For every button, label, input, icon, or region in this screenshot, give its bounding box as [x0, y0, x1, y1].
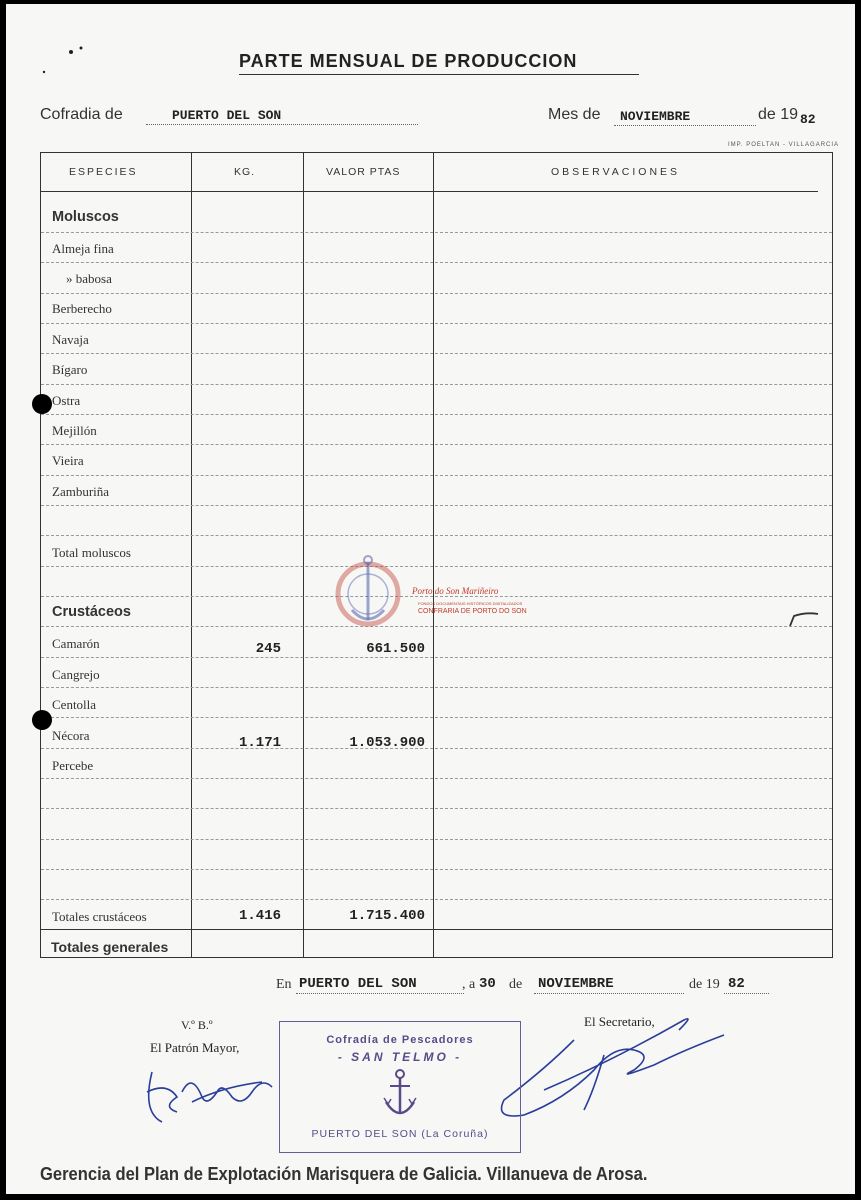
day-value: 30: [479, 976, 496, 992]
row-almeja-babosa: » babosa: [66, 271, 112, 286]
necora-valor: 1.053.900: [349, 735, 425, 751]
column-header-especies: ESPECIES: [69, 166, 138, 178]
camaron-kg: 245: [255, 641, 281, 657]
watermark: [328, 550, 538, 640]
totales-crustaceos-valor: 1.715.400: [349, 908, 425, 924]
printer-imprint: IMP. POELTAN - VILLAGARCIA: [728, 142, 840, 148]
row-mejillon: Mejillón: [52, 423, 97, 438]
patron-signature: [132, 1052, 292, 1132]
punch-hole-bottom: [32, 710, 52, 730]
en-label: En: [276, 977, 292, 992]
a-label: , a: [462, 977, 476, 992]
stamp-line-1: Cofradía de Pescadores: [326, 1034, 474, 1046]
row-berberecho: Berberecho: [52, 301, 112, 316]
stamp-anchor-icon: [382, 1068, 418, 1120]
year-label: de 19: [758, 106, 799, 123]
secretario-signature: [484, 1010, 734, 1130]
row-totales-generales: Totales generales: [51, 939, 169, 955]
column-header-observaciones: OBSERVACIONES: [551, 166, 681, 178]
mes-value: NOVIEMBRE: [620, 109, 691, 124]
totales-crustaceos-kg: 1.416: [238, 908, 281, 924]
punch-hole-top: [32, 394, 52, 414]
title-underline: [239, 74, 639, 75]
row-navaja: Navaja: [52, 332, 89, 347]
row-camaron: Camarón: [52, 636, 100, 651]
month-value: NOVIEMBRE: [538, 976, 614, 992]
cofradia-label: Cofradia de: [40, 106, 123, 123]
column-header-valor: VALOR PTAS: [326, 166, 401, 178]
footer-text: Gerencia del Plan de Explotación Marisquera de Galicia. Villanueva de Arosa.: [40, 1164, 648, 1184]
row-cangrejo: Cangrejo: [52, 667, 100, 682]
moluscos-heading: Moluscos: [52, 209, 119, 225]
production-report-sheet: [6, 4, 855, 1194]
secretario-label: El Secretario,: [584, 1014, 655, 1029]
corner-specks: [36, 44, 86, 74]
mes-label: Mes de: [548, 106, 601, 123]
stamp-line-3: PUERTO DEL SON (La Coruña): [311, 1128, 489, 1140]
watermark-subtitle: FONDOS DOCUMENTAIS HISTÓRICOS DIXITALIZADOS: [418, 601, 523, 606]
row-ostra: Ostra: [52, 393, 81, 408]
cofradia-value: PUERTO DEL SON: [172, 108, 282, 123]
page-title: PARTE MENSUAL DE PRODUCCION: [239, 51, 578, 71]
de-label: de: [509, 977, 523, 992]
row-totales-crustaceos: Totales crustáceos: [52, 909, 147, 924]
camaron-valor: 661.500: [366, 641, 425, 657]
stamp-line-2: - SAN TELMO -: [337, 1050, 463, 1064]
year-value: 82: [800, 112, 816, 127]
cofradia-stamp: [279, 1021, 521, 1153]
row-necora: Nécora: [52, 728, 90, 743]
watermark-caption: CONFRARIA DE PORTO DO SON: [418, 608, 527, 615]
row-vieira: Vieira: [52, 453, 84, 468]
row-centolla: Centolla: [52, 697, 97, 712]
row-almeja-fina: Almeja fina: [52, 241, 114, 256]
row-bigaro: Bígaro: [52, 362, 88, 377]
place-value: PUERTO DEL SON: [299, 976, 417, 992]
watermark-anchor-icon: [328, 550, 408, 636]
date-year-label: de 19: [689, 977, 720, 992]
vb-label: V.º B.º: [181, 1018, 213, 1032]
checkmark-icon: [786, 610, 826, 640]
row-zamburina: Zamburiña: [52, 484, 110, 499]
patron-label: El Patrón Mayor,: [150, 1040, 240, 1055]
row-total-moluscos: Total moluscos: [52, 545, 131, 560]
row-percebe: Percebe: [52, 758, 94, 773]
necora-kg: 1.171: [238, 735, 281, 751]
watermark-title: Porto do Son Mariñeiro: [412, 586, 499, 596]
column-header-kg: KG.: [234, 166, 256, 178]
date-year-value: 82: [728, 976, 745, 992]
crustaceos-heading: Crustáceos: [52, 604, 131, 620]
